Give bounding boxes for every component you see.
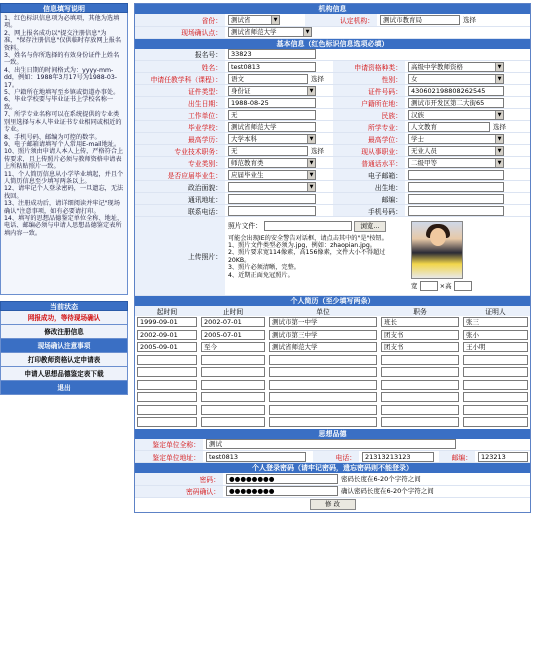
login-section-title: 个人登录密码（请牢记密码，遗忘密码则不能登录） <box>135 463 530 473</box>
edu-label: 最高学历： <box>135 133 225 145</box>
email-field[interactable] <box>408 170 504 180</box>
table-row <box>135 329 530 342</box>
onsite-notes-link[interactable]: 现场确认注意事项 <box>0 339 128 353</box>
resume-header-reference: 证明人 <box>461 306 530 316</box>
mobile-field[interactable] <box>408 206 504 216</box>
political-label: 政治面貌： <box>135 181 225 193</box>
morality-zip-field[interactable]: 123213 <box>478 452 528 462</box>
resume-end-field[interactable] <box>201 367 265 377</box>
password-confirm-field[interactable]: ●●●●●●●● <box>226 486 338 496</box>
table-row <box>135 391 530 404</box>
address-label: 通讯地址： <box>135 193 225 205</box>
resume-header-unit: 单位 <box>267 306 379 316</box>
household-label: 户籍所在地： <box>333 97 405 109</box>
postcode-field[interactable] <box>408 194 504 204</box>
degree-select[interactable]: 学士 ▼ <box>408 134 504 144</box>
work-label: 工作单位： <box>135 109 225 121</box>
phone-field[interactable] <box>228 206 316 216</box>
resume-end-field[interactable] <box>201 355 265 365</box>
dob-field[interactable]: 1988-08-25 <box>228 98 316 108</box>
subject-select-button[interactable]: 选择 <box>311 74 324 83</box>
photo-upload-notes: 可能会出现IE的安全警告对话框，请点击其中的"是"按钮。 1、照片文件类型必须为.jpg，例如：zhaopian.jpg。 2、照片要求宽114像素，高156像素，文件大小不得超过20KB。 3、照片必须清晰，完整。 4、近期正面免冠照片。 <box>228 234 388 279</box>
birthplace-field[interactable] <box>408 182 504 192</box>
morality-zip-label: 邮编： <box>439 451 475 463</box>
certifier-label: 认定机构： <box>305 14 377 26</box>
mandarin-select[interactable]: 二级甲等 ▼ <box>408 158 504 168</box>
resume-start-field[interactable] <box>137 392 197 402</box>
photo-width-field <box>420 281 438 291</box>
resume-unit-field[interactable] <box>269 367 377 377</box>
resume-end-field[interactable]: 2002-07-01 <box>201 317 265 327</box>
resume-reference-field[interactable]: 张三 <box>463 317 528 327</box>
status-label: 现从事职业： <box>333 145 405 157</box>
resume-end-field[interactable] <box>201 392 265 402</box>
resume-reference-field[interactable] <box>463 367 528 377</box>
major-select-button[interactable]: 选择 <box>493 122 506 131</box>
degree-label: 最高学位： <box>333 133 405 145</box>
gender-label: 性别： <box>333 73 405 85</box>
school-label: 毕业学校： <box>135 121 225 133</box>
table-row <box>135 316 530 329</box>
morality-unit-field[interactable]: 测试 <box>206 439 456 449</box>
chevron-down-icon: ▼ <box>495 147 503 155</box>
reg-no-field: 33823 <box>228 49 316 59</box>
chevron-down-icon: ▼ <box>271 16 279 24</box>
photo-file-label: 照片文件： <box>228 222 262 230</box>
province-select[interactable]: 测试省 ▼ <box>228 15 280 25</box>
chevron-down-icon: ▼ <box>495 159 503 167</box>
applicant-photo <box>411 221 463 279</box>
birthplace-label: 出生地： <box>333 181 405 193</box>
resume-reference-field[interactable] <box>463 355 528 365</box>
grad-label: 是否应届毕业生： <box>135 169 225 181</box>
edu-type-label: 专业类别： <box>135 157 225 169</box>
mobile-label: 手机号码： <box>333 205 405 217</box>
household-field[interactable]: 测试市开发区第二大街65 <box>408 98 504 108</box>
chevron-down-icon: ▼ <box>495 135 503 143</box>
phone-label: 联系电话： <box>135 205 225 217</box>
resume-unit-field[interactable] <box>269 380 377 390</box>
status-text: 网报成功，等待现场确认 <box>0 311 128 325</box>
major-field[interactable]: 人文教育 <box>408 122 490 132</box>
table-row <box>135 404 530 417</box>
resume-position-field[interactable] <box>381 355 459 365</box>
id-no-label: 证件号码： <box>333 85 405 97</box>
id-no-field[interactable]: 430602198808262545 <box>408 86 504 96</box>
title-label: 专业技术职务： <box>135 145 225 157</box>
resume-reference-field[interactable]: 王小明 <box>463 342 528 352</box>
chevron-down-icon: ▼ <box>495 75 503 83</box>
table-row <box>135 416 530 429</box>
morality-address-label: 鉴定单位地址： <box>135 451 203 463</box>
school-field[interactable]: 测试省师范大学 <box>228 122 316 132</box>
resume-table <box>135 306 530 429</box>
morality-form-download-link[interactable]: 申请人思想品德鉴定表下载 <box>0 367 128 381</box>
resume-position-field[interactable] <box>381 380 459 390</box>
name-label: 姓名： <box>135 61 225 73</box>
resume-end-field[interactable]: 2005-07-01 <box>201 330 265 340</box>
chevron-down-icon: ▼ <box>495 63 503 71</box>
morality-table <box>135 439 530 464</box>
resume-start-field[interactable] <box>137 417 197 427</box>
cert-type-select[interactable]: 高级中学教师资格 ▼ <box>408 62 504 72</box>
resume-start-field[interactable] <box>137 355 197 365</box>
resume-position-field[interactable] <box>381 417 459 427</box>
browse-button[interactable]: 浏览... <box>354 221 385 232</box>
reg-no-label: 报名号： <box>135 49 225 61</box>
chevron-down-icon: ▼ <box>495 111 503 119</box>
site-select[interactable]: 测试省师范大学 ▼ <box>228 27 312 37</box>
chevron-down-icon: ▼ <box>307 171 315 179</box>
resume-end-field[interactable] <box>201 405 265 415</box>
postcode-label: 邮编： <box>333 193 405 205</box>
certifier-select-button[interactable]: 选择 <box>463 15 476 24</box>
resume-header-end: 止时间 <box>199 306 267 316</box>
resume-start-field[interactable] <box>137 367 197 377</box>
resume-start-field[interactable] <box>137 380 197 390</box>
table-row <box>135 379 530 392</box>
resume-end-field[interactable] <box>201 417 265 427</box>
table-row <box>135 341 530 354</box>
status-select[interactable]: 无业人员 ▼ <box>408 146 504 156</box>
mandarin-label: 普通话水平： <box>333 157 405 169</box>
morality-address-field[interactable]: test0813 <box>206 452 306 462</box>
subject-label: 申请任教学科（课程）： <box>135 73 225 85</box>
resume-reference-field[interactable] <box>463 405 528 415</box>
logout-link[interactable]: 退出 <box>0 381 128 395</box>
instructions-text: 1、红色标识信息项为必填项，其他为选填项。 2、网上报名成功以"提交注册信息"为准，"保存注册信息"仅供临时存放网上报名资料。 3、姓名与你所选择的有效身份证件上姓名一致。 4、出生日期的时间格式为：yyyy-mm-dd，例如：1988年3月17号为1988-03-17。 5、户籍所在地填写至乡镇或街道办事处。 6、毕业学校要与毕业证书上学校名称一致。 7、所学专业名称可以在系统提供的专业类别里选择与本人毕业证书专业相同或相近的专业。 8、手机号码、邮编为可控的数字。 9、电子邮箱请填写个人常用E-mail地址。 10、照片须由申请人本人上传，严格符合上传要求，且上传照片必须与教师资格申请表上所粘贴照片一致。 11、个人简历信息从小学毕业填起，并且个人简历信息至少填写两条以上。 12、请牢记个人登录密码，一旦遗忘，无法找回。 13、注册成功后，请详细阅读并牢记"现场确认"注意事项，如有必要请打印。 14、填写的思想品德鉴定单位全称、地址、电话、邮编必须与申请人思想品德鉴定表所填内容一致。 <box>0 13 128 295</box>
password-field[interactable]: ●●●●●●●● <box>226 474 338 484</box>
gender-select[interactable]: 女 ▼ <box>408 74 504 84</box>
chevron-down-icon: ▼ <box>307 159 315 167</box>
name-field[interactable]: test0813 <box>228 62 316 72</box>
password-confirm-label: 密码确认： <box>135 485 223 497</box>
political-select[interactable] <box>228 182 316 192</box>
site-label: 现场确认点： <box>135 26 225 38</box>
morality-unit-label: 鉴定单位全称： <box>135 439 203 451</box>
resume-start-field[interactable]: 2002-09-01 <box>137 330 197 340</box>
resume-unit-field[interactable] <box>269 417 377 427</box>
resume-start-field[interactable]: 1999-09-01 <box>137 317 197 327</box>
resume-position-field[interactable]: 团支书 <box>381 330 459 340</box>
sidebar <box>0 3 128 395</box>
resume-unit-field[interactable] <box>269 355 377 365</box>
cert-type-label: 申请资格种类： <box>333 61 405 73</box>
edit-registration-link[interactable]: 修改注册信息 <box>0 325 128 339</box>
work-field[interactable]: 无 <box>228 110 316 120</box>
resume-position-field[interactable] <box>381 405 459 415</box>
edu-type-select[interactable]: 师范教育类 ▼ <box>228 158 316 168</box>
resume-start-field[interactable]: 2005-09-01 <box>137 342 197 352</box>
address-field[interactable] <box>228 194 316 204</box>
title-select-button[interactable]: 选择 <box>311 146 324 155</box>
ethnic-select[interactable]: 汉族 ▼ <box>408 110 504 120</box>
photo-height-label: ×高 <box>439 282 452 290</box>
morality-section-title: 思想品德 <box>135 429 530 439</box>
morality-tel-label: 电话： <box>313 451 359 463</box>
password-hint: 密码长度在6-20个字符之间 <box>341 474 421 483</box>
submit-row <box>135 498 530 512</box>
resume-section-title: 个人简历（至少填写两条） <box>135 296 530 306</box>
title-field[interactable]: 无 <box>228 146 308 156</box>
resume-unit-field[interactable]: 测试市第三中学 <box>269 330 377 340</box>
agency-section-title: 机构信息 <box>135 4 530 14</box>
certifier-field[interactable]: 测试市教育局 <box>380 15 460 25</box>
chevron-down-icon: ▼ <box>307 87 315 95</box>
agency-table <box>135 14 530 39</box>
password-label: 密码： <box>135 473 223 485</box>
subject-field[interactable]: 语文 <box>228 74 308 84</box>
resume-position-field[interactable] <box>381 392 459 402</box>
province-label: 省份： <box>135 14 225 26</box>
resume-unit-field[interactable] <box>269 405 377 415</box>
ethnic-label: 民族： <box>333 109 405 121</box>
table-row <box>135 354 530 367</box>
resume-reference-field[interactable]: 张小 <box>463 330 528 340</box>
submit-button[interactable]: 修 改 <box>310 499 356 510</box>
morality-tel-field[interactable]: 21313213123 <box>362 452 434 462</box>
basic-section-title: 基本信息（红色标识信息选项必填） <box>135 39 530 49</box>
photo-width-label: 宽 <box>411 282 418 290</box>
table-row <box>135 366 530 379</box>
chevron-down-icon: ▼ <box>307 183 315 191</box>
resume-end-field[interactable] <box>201 380 265 390</box>
print-application-link[interactable]: 打印教师资格认定申请表 <box>0 353 128 367</box>
resume-header-start: 起时间 <box>135 306 199 316</box>
photo-height-field <box>454 281 472 291</box>
grad-select[interactable]: 应届毕业生 ▼ <box>228 170 316 180</box>
resume-reference-field[interactable] <box>463 380 528 390</box>
resume-reference-field[interactable] <box>463 417 528 427</box>
photo-file-field[interactable] <box>264 221 352 231</box>
resume-reference-field[interactable] <box>463 392 528 402</box>
password-confirm-hint: 确认密码长度在6-20个字符之间 <box>341 487 434 495</box>
resume-position-field[interactable]: 班长 <box>381 317 459 327</box>
main-form <box>134 3 531 513</box>
login-table <box>135 473 530 498</box>
id-type-select[interactable]: 身份证 ▼ <box>228 86 316 96</box>
edu-select[interactable]: 大学本科 ▼ <box>228 134 316 144</box>
chevron-down-icon: ▼ <box>307 135 315 143</box>
dob-label: 出生日期： <box>135 97 225 109</box>
resume-unit-field[interactable]: 测试市第一中学 <box>269 317 377 327</box>
basic-table <box>135 49 530 297</box>
resume-unit-field[interactable]: 测试省师范大学 <box>269 342 377 352</box>
instructions-title: 信息填写说明 <box>0 3 128 13</box>
resume-unit-field[interactable] <box>269 392 377 402</box>
photo-upload-label: 上传照片： <box>135 217 225 296</box>
resume-start-field[interactable] <box>137 405 197 415</box>
resume-header-position: 职务 <box>379 306 461 316</box>
id-type-label: 证件类型： <box>135 85 225 97</box>
resume-position-field[interactable]: 团支书 <box>381 342 459 352</box>
status-title: 当前状态 <box>0 301 128 311</box>
chevron-down-icon: ▼ <box>303 28 311 36</box>
email-label: 电子邮箱： <box>333 169 405 181</box>
resume-end-field[interactable]: 至今 <box>201 342 265 352</box>
resume-position-field[interactable] <box>381 367 459 377</box>
major-label: 所学专业： <box>333 121 405 133</box>
